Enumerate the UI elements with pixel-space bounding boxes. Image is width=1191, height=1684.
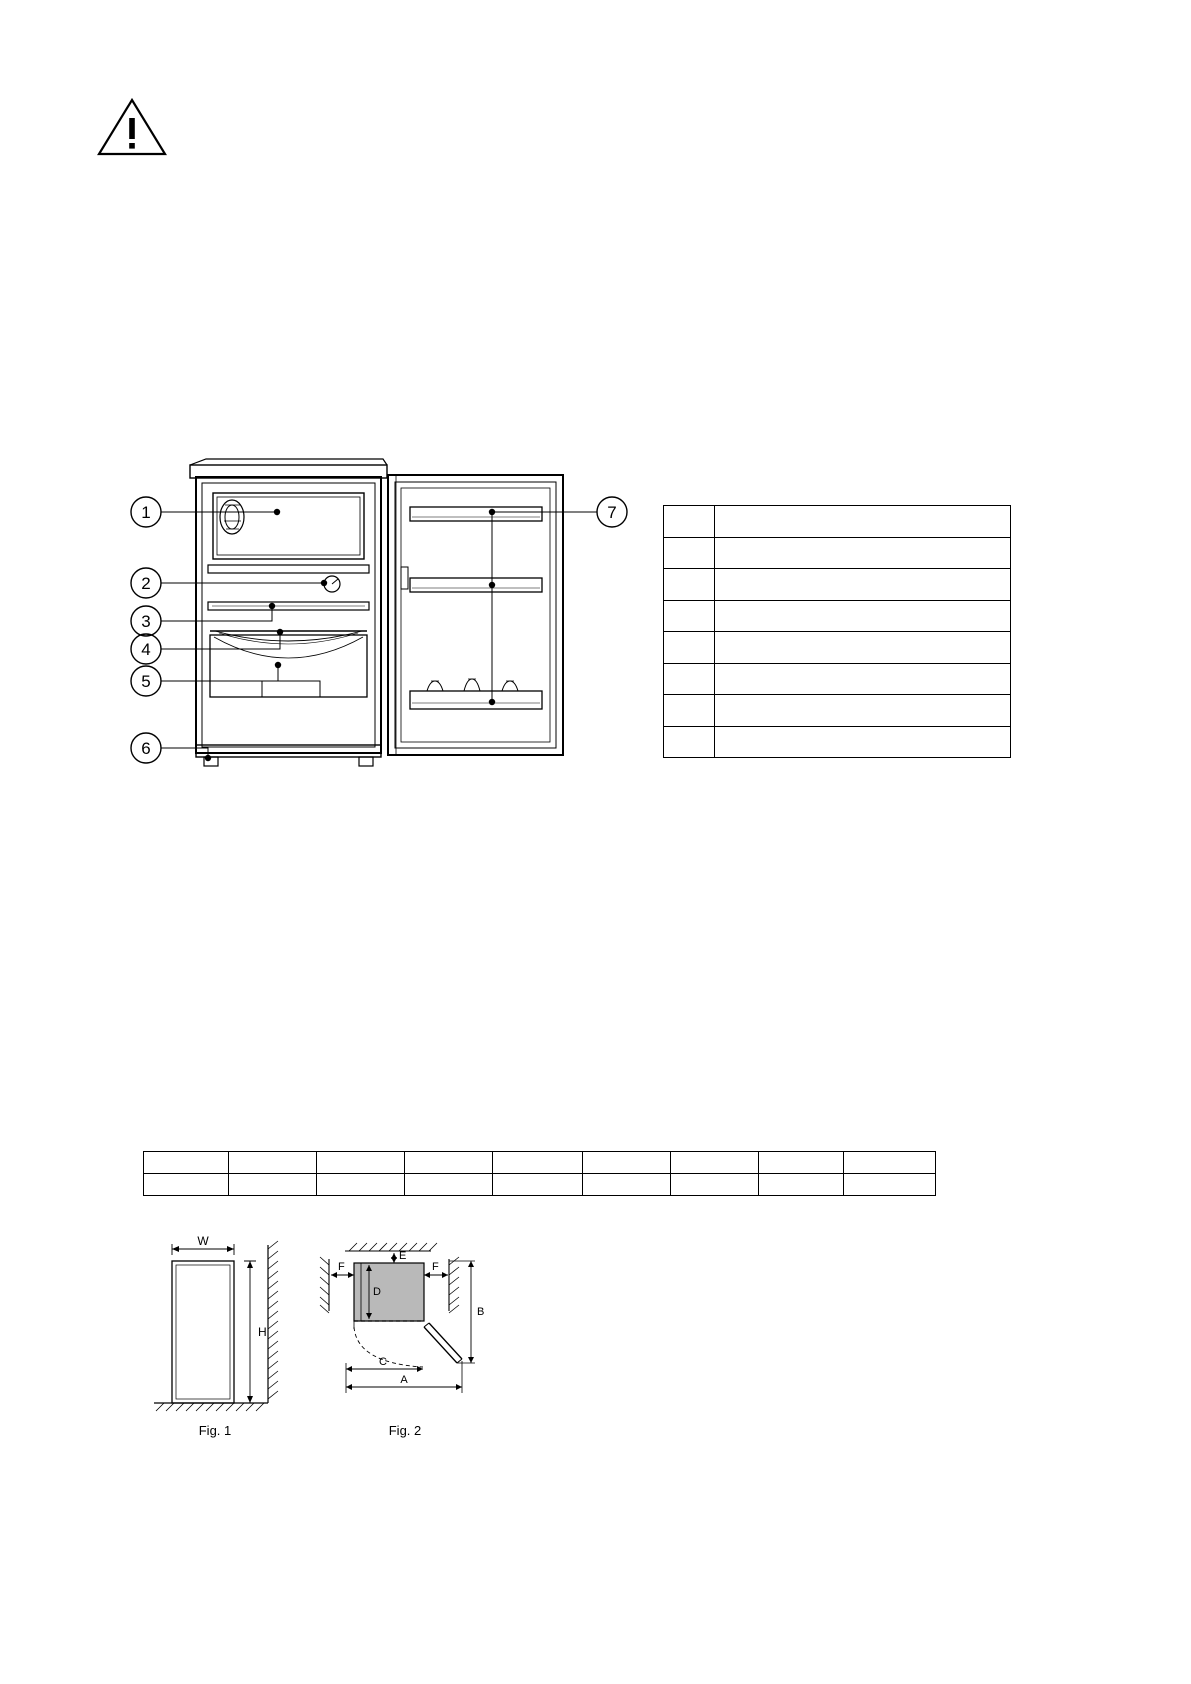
table-row — [144, 1174, 936, 1196]
dim-cell — [229, 1174, 317, 1196]
dim-header-cell — [404, 1152, 492, 1174]
table-row — [664, 663, 1011, 695]
dim-header-cell — [583, 1152, 671, 1174]
fig2-f-left-label: F — [338, 1261, 345, 1273]
figure-1-front-clearance — [140, 1235, 290, 1445]
part-label — [715, 506, 1011, 538]
part-label — [715, 632, 1011, 664]
part-label — [715, 663, 1011, 695]
figure-2-top-clearance — [305, 1235, 505, 1445]
fig2-a-label: A — [400, 1374, 408, 1386]
svg-text:2: 2 — [141, 574, 151, 593]
table-row — [664, 537, 1011, 569]
table-row — [664, 506, 1011, 538]
dimension-values-table — [143, 1151, 936, 1196]
svg-text:7: 7 — [607, 503, 617, 522]
dim-header-cell — [144, 1152, 229, 1174]
fig2-caption: Fig. 2 — [388, 1423, 422, 1438]
fig2-e-label: E — [399, 1250, 407, 1262]
table-row — [664, 726, 1011, 758]
dim-cell — [844, 1174, 936, 1196]
dim-header-cell — [671, 1152, 759, 1174]
svg-text:5: 5 — [141, 672, 151, 691]
fig2-d-label: D — [373, 1286, 381, 1298]
dim-cell — [404, 1174, 492, 1196]
part-number — [664, 506, 715, 538]
fig2-c-label: C — [379, 1356, 387, 1368]
part-number — [664, 569, 715, 601]
dim-header-cell — [229, 1152, 317, 1174]
dim-header-cell — [844, 1152, 936, 1174]
dim-cell — [144, 1174, 229, 1196]
svg-text:1: 1 — [141, 503, 151, 522]
dim-header-cell — [492, 1152, 583, 1174]
warning-triangle-icon — [96, 96, 168, 158]
table-row — [664, 569, 1011, 601]
part-label — [715, 726, 1011, 758]
dim-header-cell — [759, 1152, 844, 1174]
table-row — [664, 632, 1011, 664]
part-number — [664, 600, 715, 632]
part-label — [715, 600, 1011, 632]
svg-text:4: 4 — [141, 640, 151, 659]
table-header-row — [144, 1152, 936, 1174]
table-row — [664, 600, 1011, 632]
parts-legend-table — [663, 505, 1011, 758]
dim-cell — [759, 1174, 844, 1196]
part-label — [715, 537, 1011, 569]
part-number — [664, 663, 715, 695]
table-row — [664, 695, 1011, 727]
fig2-b-label: B — [477, 1306, 485, 1318]
fig1-height-label: H — [258, 1325, 267, 1339]
part-number — [664, 632, 715, 664]
part-label — [715, 695, 1011, 727]
dim-header-cell — [317, 1152, 405, 1174]
part-number — [664, 726, 715, 758]
part-label — [715, 569, 1011, 601]
part-number — [664, 537, 715, 569]
fig1-width-label: W — [197, 1234, 209, 1248]
dim-cell — [492, 1174, 583, 1196]
fig1-caption: Fig. 1 — [198, 1423, 232, 1438]
part-number — [664, 695, 715, 727]
fig2-f-right-label: F — [432, 1261, 439, 1273]
dim-cell — [317, 1174, 405, 1196]
dim-cell — [671, 1174, 759, 1196]
refrigerator-cutaway-diagram — [120, 455, 640, 785]
svg-text:6: 6 — [141, 739, 151, 758]
svg-text:3: 3 — [141, 612, 151, 631]
dim-cell — [583, 1174, 671, 1196]
